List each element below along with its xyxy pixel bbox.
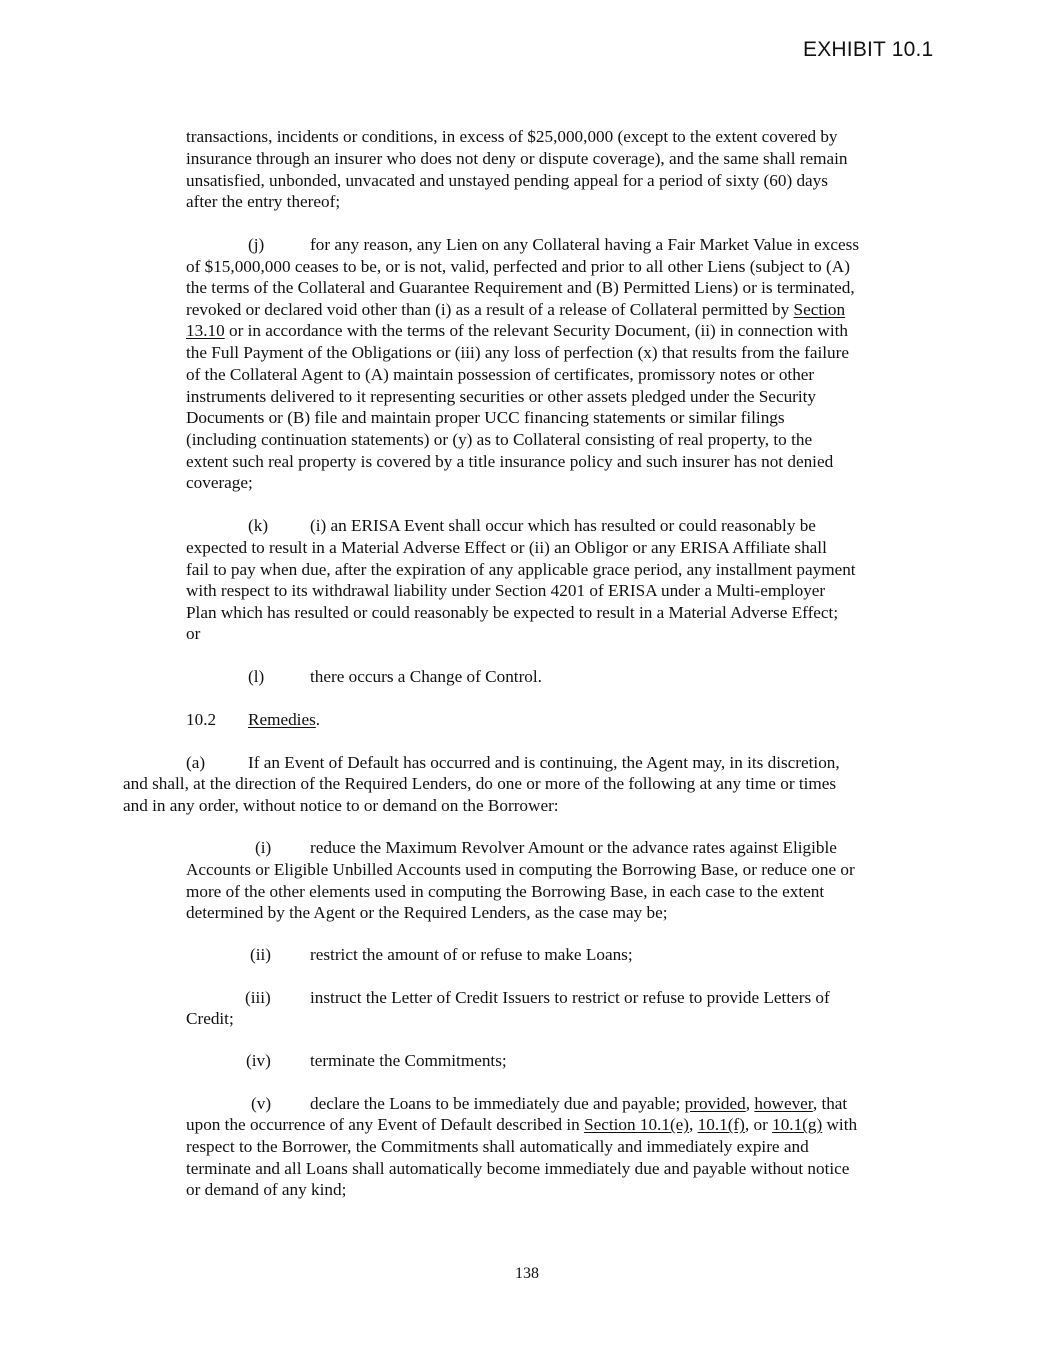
section-title-text: Remedies <box>248 710 316 729</box>
text-line: and shall, at the direction of the Required Lenders, do one or more of the following at any time or times <box>123 774 837 793</box>
section-10-1-e-link[interactable]: Section 10.1(e) <box>584 1115 690 1134</box>
text-line: of the Collateral Agent to (A) maintain possession of certificates, promissory notes or other <box>186 365 815 384</box>
clause-marker: (a) <box>186 753 206 772</box>
text-line: Plan which has resulted or could reasonably be expected to result in a Material Adverse Effect; <box>186 603 839 622</box>
text-line: Credit; <box>186 1009 234 1028</box>
text-line: transactions, incidents or conditions, in excess of $25,000,000 (except to the extent covered by <box>186 127 838 146</box>
text-line <box>310 1093 847 1115</box>
clause-marker: (j) <box>248 235 265 254</box>
text-line: terminate and all Loans shall automatically become immediately due and payable without notice <box>186 1159 850 1178</box>
text-line: Documents or (B) file and maintain proper UCC financing statements or similar filings <box>186 408 785 427</box>
text-line: or <box>186 624 201 643</box>
text-line: instruments delivered to it representing securities or other assets pledged under the Security <box>186 387 817 406</box>
clause-marker: (k) <box>248 516 269 535</box>
text-line: insurance through an insurer who does not deny or dispute coverage), and the same shall remain <box>186 149 848 168</box>
text-line: reduce the Maximum Revolver Amount or the advance rates against Eligible <box>310 838 837 857</box>
text-span: revoked or declared void other than (i) as a result of a release of Collateral permitted by <box>186 300 794 319</box>
text-span: , <box>745 1094 755 1113</box>
text-line <box>186 299 845 321</box>
text-span: , or <box>744 1115 773 1134</box>
clause-marker: (iii) <box>245 988 271 1007</box>
text-line: the Full Payment of the Obligations or (iii) any loss of perfection (x) that results from the failure <box>186 343 849 362</box>
text-line: fail to pay when due, after the expiration of any applicable grace period, any installment payment <box>186 560 856 579</box>
text-line: (including continuation statements) or (y) as to Collateral consisting of real property, to the <box>186 430 813 449</box>
clause-marker: (l) <box>248 667 265 686</box>
text-span: , that <box>812 1094 848 1113</box>
text-line: for any reason, any Lien on any Collateral having a Fair Market Value in excess <box>310 235 860 254</box>
text-line: more of the other elements used in computing the Borrowing Base, in each case to the extent <box>186 882 825 901</box>
provided-term: provided <box>684 1094 746 1113</box>
text-line: (i) an ERISA Event shall occur which has resulted or could reasonably be <box>310 516 816 535</box>
text-line: of $15,000,000 ceases to be, or is not, valid, perfected and prior to all other Liens (subject to (A) <box>186 257 850 276</box>
section-13-10-link-cont[interactable]: 13.10 <box>186 321 225 340</box>
exhibit-label: EXHIBIT 10.1 <box>803 38 934 61</box>
text-line: If an Event of Default has occurred and is continuing, the Agent may, in its discretion, <box>248 753 840 772</box>
clause-marker: (i) <box>255 838 272 857</box>
text-line: there occurs a Change of Control. <box>310 667 542 686</box>
text-span: . <box>315 710 321 729</box>
text-line: restrict the amount of or refuse to make Loans; <box>310 945 633 964</box>
section-10-1-g-link[interactable]: 10.1(g) <box>772 1115 823 1134</box>
text-line: determined by the Agent or the Required Lenders, as the case may be; <box>186 903 668 922</box>
text-line: and in any order, without notice to or demand on the Borrower: <box>123 796 559 815</box>
section-13-10-link[interactable]: Section <box>793 300 846 319</box>
text-line: with respect to its withdrawal liability under Section 4201 of ERISA under a Multi-employer <box>186 581 826 600</box>
section-number: 10.2 <box>186 710 217 729</box>
text-span: with <box>822 1115 858 1134</box>
page-number: 138 <box>515 1265 539 1282</box>
text-line: instruct the Letter of Credit Issuers to restrict or refuse to provide Letters of <box>310 988 830 1007</box>
text-line: Accounts or Eligible Unbilled Accounts used in computing the Borrowing Base, or reduce one or <box>186 860 855 879</box>
text-line <box>186 1114 857 1136</box>
text-line: unsatisfied, unbonded, unvacated and unstayed pending appeal for a period of sixty (60) days <box>186 171 828 190</box>
text-line: extent such real property is covered by a title insurance policy and such insurer has not denied <box>186 452 834 471</box>
text-line <box>186 320 848 342</box>
text-line: after the entry thereof; <box>186 192 341 211</box>
section-10-1-f-link[interactable]: 10.1(f) <box>697 1115 745 1134</box>
text-span: declare the Loans to be immediately due and payable; <box>310 1094 685 1113</box>
text-span: or in accordance with the terms of the relevant Security Document, (ii) in connection with <box>224 321 848 340</box>
clause-marker: (iv) <box>246 1051 271 1070</box>
text-span: upon the occurrence of any Event of Default described in <box>186 1115 585 1134</box>
text-line: respect to the Borrower, the Commitments shall automatically and immediately expire and <box>186 1137 809 1156</box>
text-line: terminate the Commitments; <box>310 1051 507 1070</box>
text-line: expected to result in a Material Adverse Effect or (ii) an Obligor or any ERISA Affiliate shall <box>186 538 827 557</box>
text-line: coverage; <box>186 473 253 492</box>
section-title <box>248 709 320 731</box>
text-line: the terms of the Collateral and Guarantee Requirement and (B) Permitted Liens) or is terminated, <box>186 278 855 297</box>
however-term: however <box>754 1094 813 1113</box>
text-line: or demand of any kind; <box>186 1180 347 1199</box>
clause-marker: (v) <box>251 1094 272 1113</box>
clause-marker: (ii) <box>250 945 271 964</box>
text-span: , <box>689 1115 698 1134</box>
